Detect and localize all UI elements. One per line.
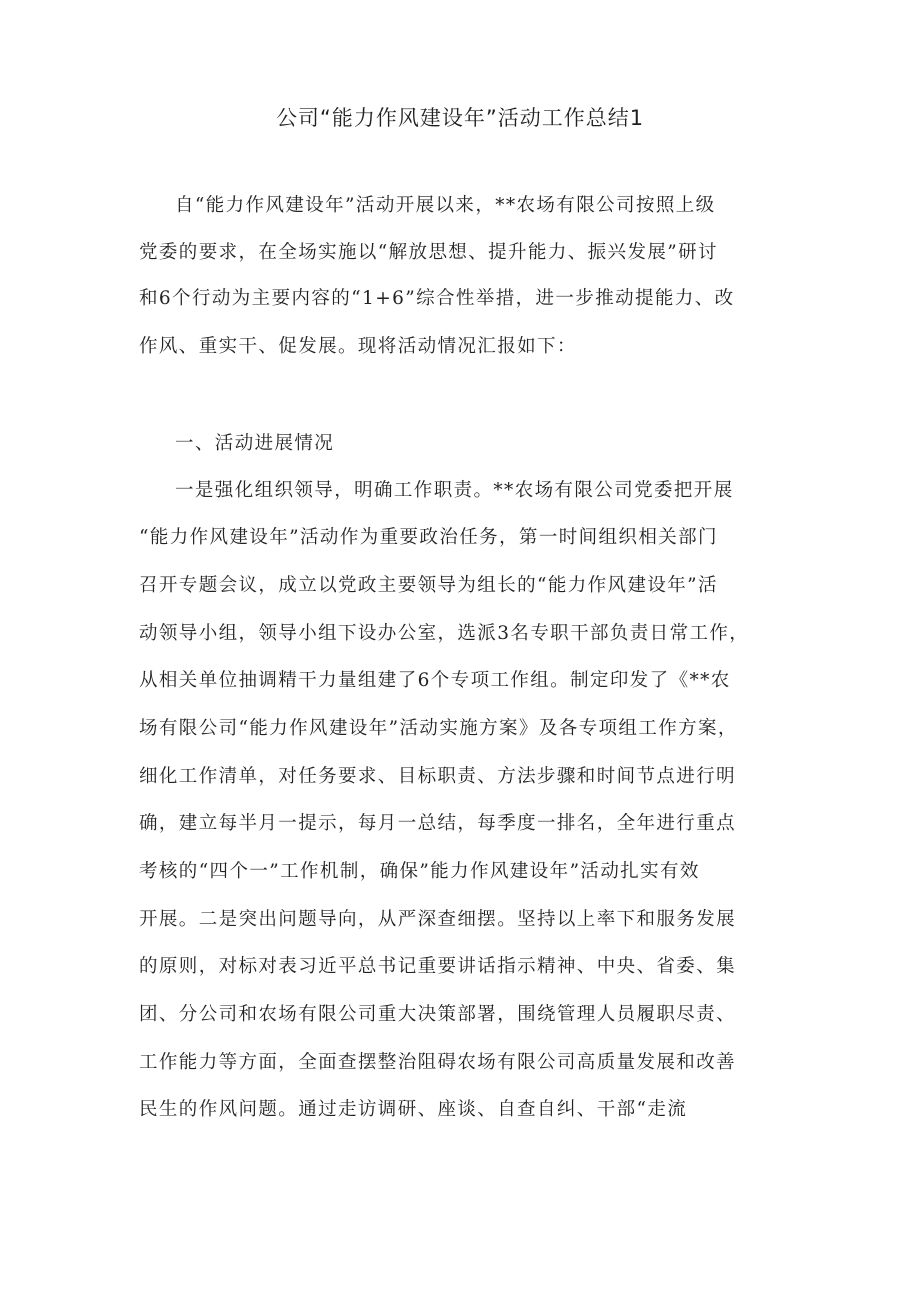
body-line: 的原则，对标对表习近平总书记重要讲话指示精神、中央、省委、集 <box>139 956 737 977</box>
body-line: 团、分公司和农场有限公司重大决策部署，围绕管理人员履职尽责、 <box>139 1004 737 1025</box>
body-line: 场有限公司“能力作风建设年”活动实施方案》及各专项组工作方案， <box>139 718 738 739</box>
intro-line: 党委的要求，在全场实施以“解放思想、提升能力、振兴发展”研讨 <box>139 242 718 263</box>
document-title: 公司“能力作风建设年”活动工作总结1 <box>275 106 645 130</box>
intro-line: 和6个行动为主要内容的“1+6”综合性举措，进一步推动提能力、改 <box>139 288 735 309</box>
body-line: 召开专题会议，成立以党政主要领导为组长的“能力作风建设年”活 <box>139 575 718 596</box>
body-line: 工作能力等方面，全面查摆整治阻碍农场有限公司高质量发展和改善 <box>139 1052 737 1073</box>
intro-line: 作风、重实干、促发展。现将活动情况汇报如下： <box>139 336 577 357</box>
body-line: 民生的作风问题。通过走访调研、座谈、自查自纠、干部“走流 <box>139 1099 688 1120</box>
body-line: 动领导小组，领导小组下设办公室，选派3名专职干部负责日常工作， <box>139 623 750 644</box>
body-line: 细化工作清单，对任务要求、目标职责、方法步骤和时间节点进行明 <box>139 766 737 787</box>
body-line: 确，建立每半月一提示，每月一总结，每季度一排名，全年进行重点 <box>139 813 737 834</box>
body-line: 开展。二是突出问题导向，从严深查细摆。坚持以上率下和服务发展 <box>139 909 737 930</box>
section-heading: 一、活动进展情况 <box>175 433 335 454</box>
body-line: “能力作风建设年”活动作为重要政治任务，第一时间组织相关部门 <box>139 527 718 548</box>
body-line: 从相关单位抽调精干力量组建了6个专项工作组。制定印发了《**农 <box>139 670 731 691</box>
body-line: 考核的“四个一”工作机制，确保”能力作风建设年”活动扎实有效 <box>139 861 700 882</box>
intro-line: 自“能力作风建设年”活动开展以来，**农场有限公司按照上级 <box>175 195 716 216</box>
body-line: 一是强化组织领导，明确工作职责。**农场有限公司党委把开展 <box>175 480 734 501</box>
